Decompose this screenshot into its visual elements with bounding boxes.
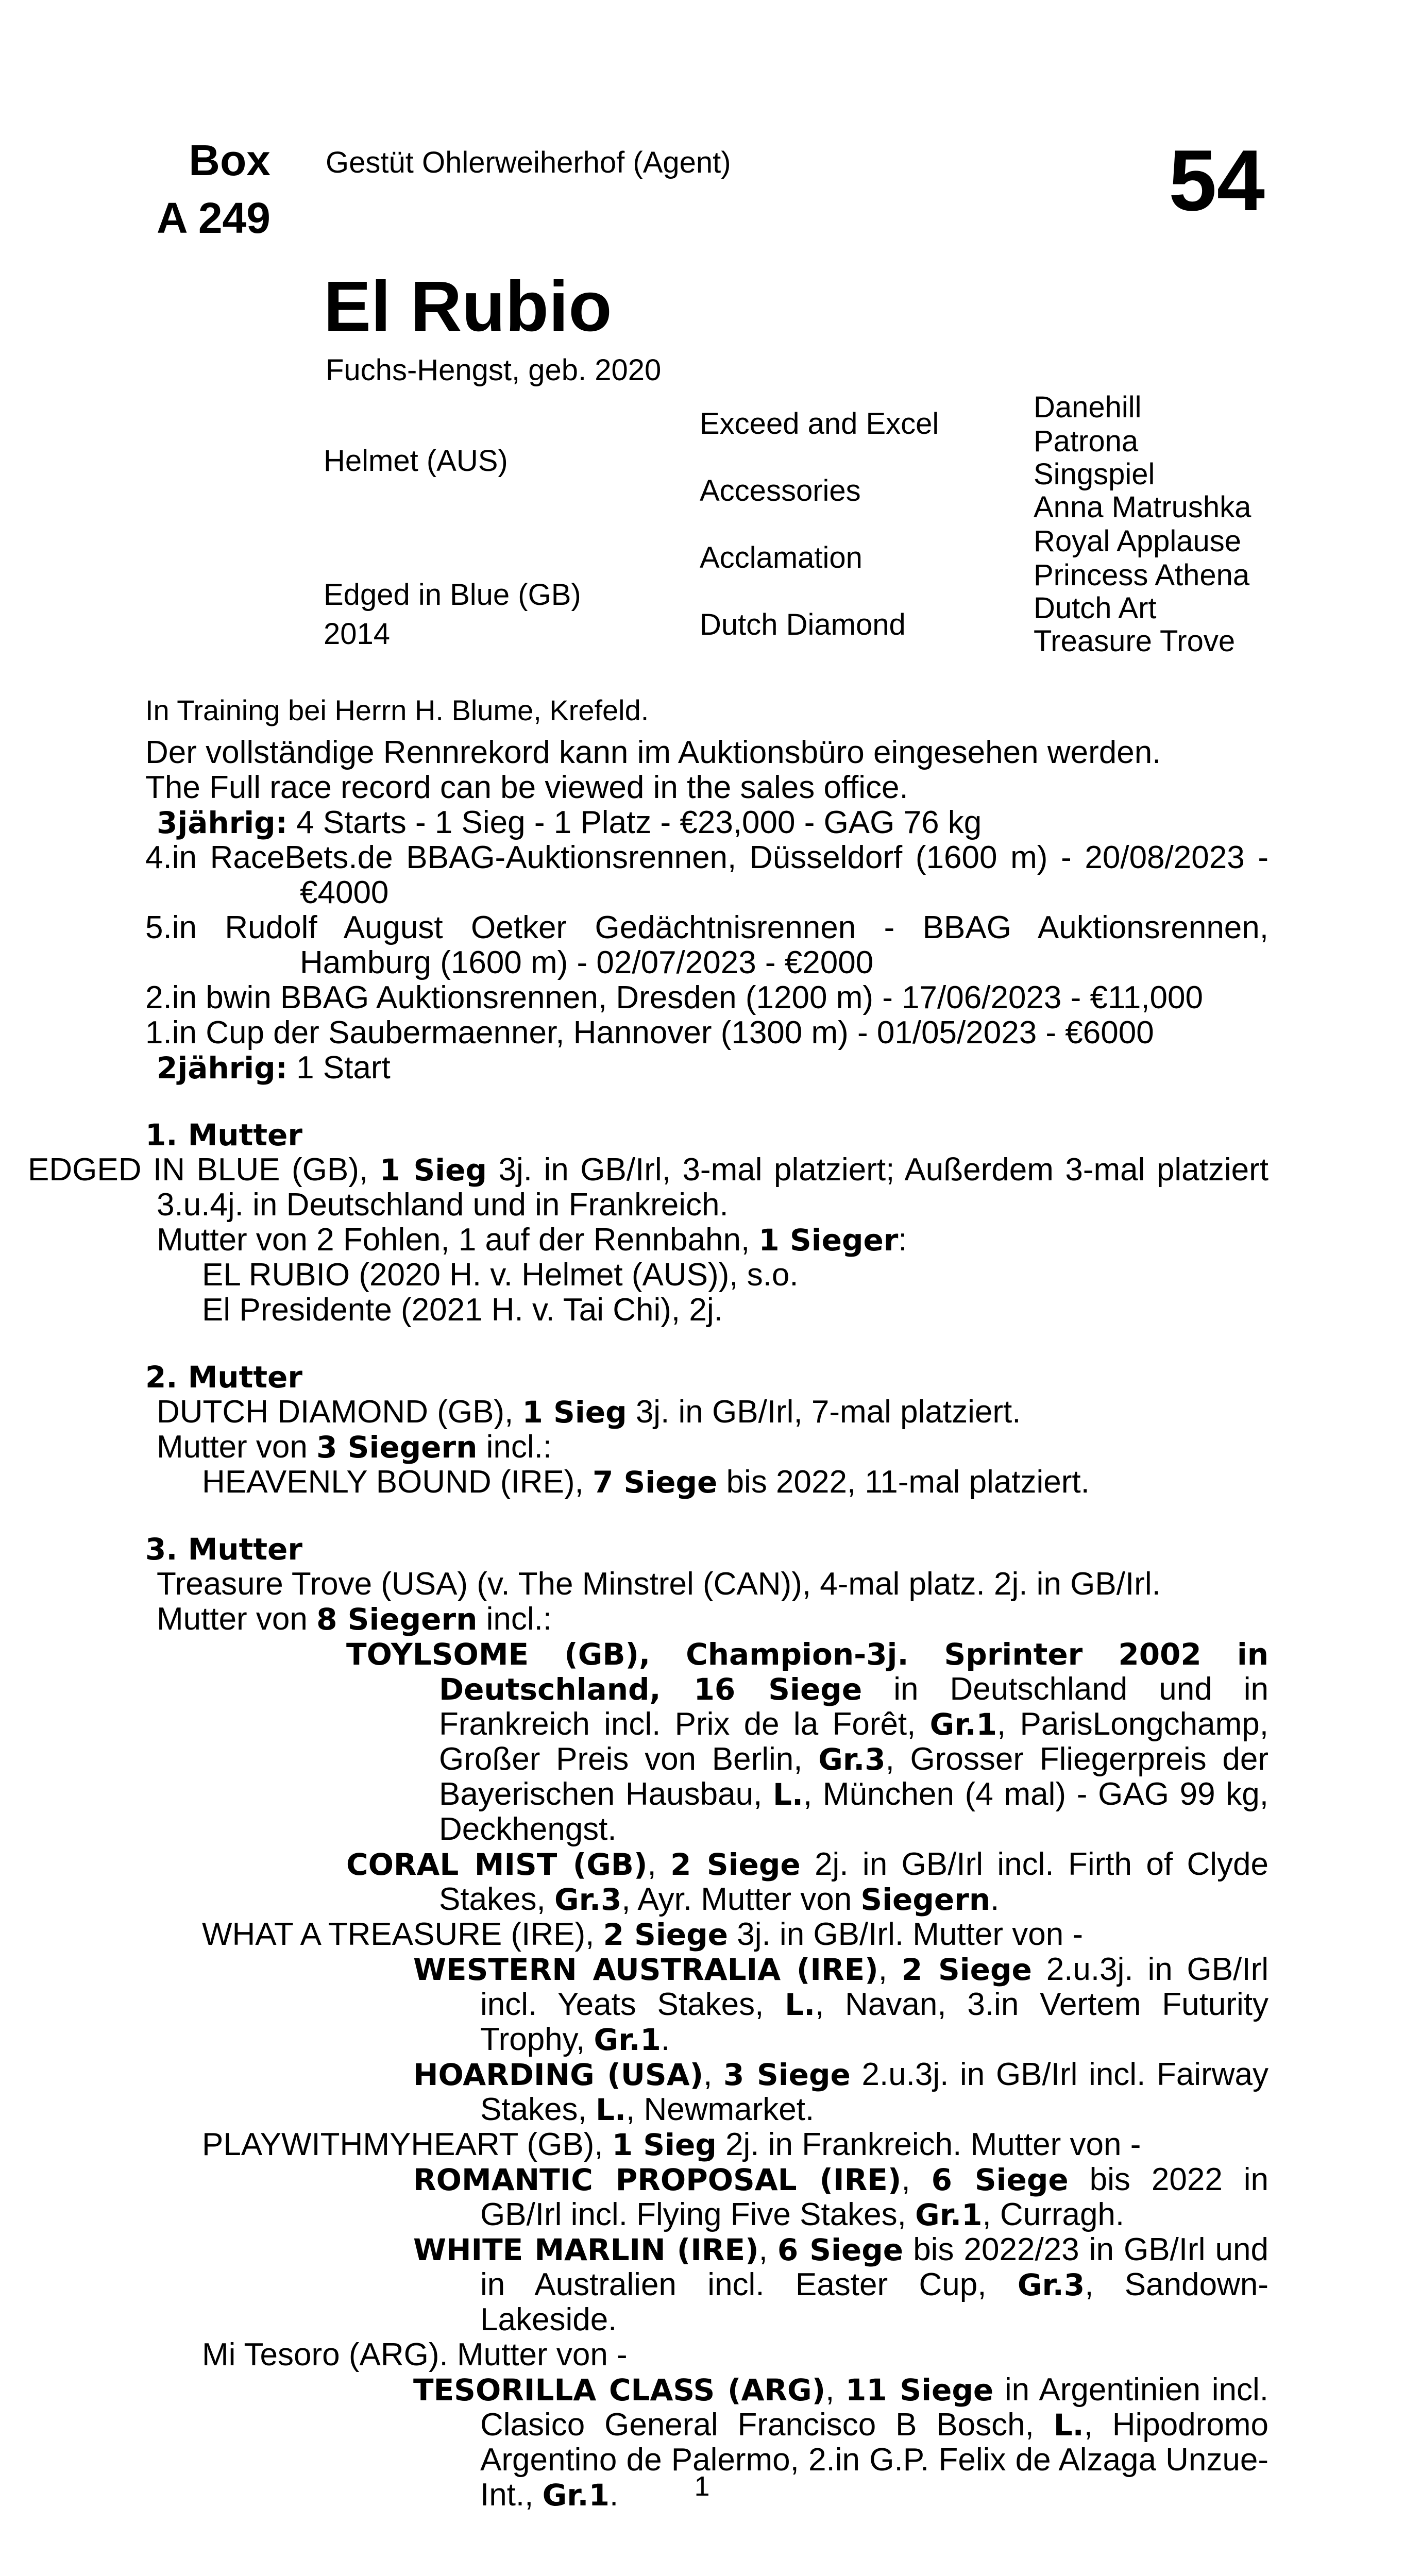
dam2-heading: 2. Mutter	[145, 1360, 302, 1395]
pedigree-gen3-8: Treasure Trove	[1034, 624, 1236, 658]
dam2-line: DUTCH DIAMOND (GB), 1 Sieg 3j. in GB/Irl, 7-mal platziert.	[157, 1394, 1021, 1430]
race-entry: 1.in Cup der Saubermaenner, Hannover (1300 m) - 01/05/2023 - €6000	[145, 1015, 1154, 1050]
pedigree-gen3-3: Singspiel	[1034, 457, 1155, 491]
dam3-offspring-mi-tesoro: Mi Tesoro (ARG). Mutter von -	[202, 2337, 628, 2372]
pedigree-sire-dam: Accessories	[700, 474, 861, 507]
race-entry: 5.in Rudolf August Oetker Gedächtnisrennen - BBAG Auktionsrennen, Hamburg (1600 m) - 02/07/2023 - €2000	[145, 910, 1268, 980]
dam3-offspring-toylsome: TOYLSOME (GB), Champion-3j. Sprinter 2002 in Deutschland, 16 Siege in Deutschland und in Frankreich incl. Prix de la Forêt, Gr.1, ParisLongchamp, Großer Preis von Berlin, Gr.3, Grosser Fliegerpreis der Bayerischen Hausbau, L., München (4 mal) - GAG 99 kg, Deckhengst.	[346, 1637, 1269, 1847]
dam2-offspring: HEAVENLY BOUND (IRE), 7 Siege bis 2022, 11-mal platziert.	[202, 1464, 1090, 1500]
dam1-produce: Mutter von 2 Fohlen, 1 auf der Rennbahn, 1 Sieger:	[157, 1222, 907, 1258]
pedigree-gen3-6: Princess Athena	[1034, 558, 1250, 592]
pedigree-gen3-2: Patrona	[1034, 425, 1139, 458]
dam3-offspring-what-a-treasure: WHAT A TREASURE (IRE), 2 Siege 3j. in GB/Irl. Mutter von -	[202, 1917, 1084, 1952]
page-number: 1	[694, 2471, 710, 2502]
grand-offspring-tesorilla-class: TESORILLA CLASS (ARG), 11 Siege in Argentinien incl. Clasico General Francisco B Bosch, L., Hipodromo Argentino de Palermo, 2.in G.P. Felix de Alzaga Unzue-Int., Gr.1.	[413, 2372, 1269, 2513]
dam1-line: EDGED IN BLUE (GB), 1 Sieg 3j. in GB/Irl, 3-mal platziert; Außerdem 3-mal platziert 3.u.4j. in Deutschland und in Frankreich.	[28, 1152, 1268, 1223]
race-entry: 2.in bwin BBAG Auktionsrennen, Dresden (1200 m) - 17/06/2023 - €11,000	[145, 980, 1203, 1015]
pedigree-gen3-1: Danehill	[1034, 391, 1142, 424]
box-number: A 249	[156, 194, 270, 242]
dam2-produce: Mutter von 3 Siegern incl.:	[157, 1429, 552, 1465]
dam1-offspring: El Presidente (2021 H. v. Tai Chi), 2j.	[202, 1292, 723, 1328]
dam3-line: Treasure Trove (USA) (v. The Minstrel (CAN)), 4-mal platz. 2j. in GB/Irl.	[157, 1566, 1161, 1602]
grand-offspring-white-marlin: WHITE MARLIN (IRE), 6 Siege bis 2022/23 in GB/Irl und in Australien incl. Easter Cup, Gr.3, Sandown-Lakeside.	[413, 2232, 1268, 2337]
training-note: In Training bei Herrn H. Blume, Krefeld.	[145, 694, 649, 726]
age2-label: 2jährig:	[157, 1050, 287, 1086]
box-label	[124, 131, 270, 247]
dam1-heading: 1. Mutter	[145, 1117, 302, 1153]
pedigree-dam: Edged in Blue (GB)	[324, 578, 581, 612]
dam3-heading: 3. Mutter	[145, 1532, 302, 1567]
race-record-note-de: Der vollständige Rennrekord kann im Auktionsbüro eingesehen werden.	[145, 735, 1161, 770]
dam3-produce: Mutter von 8 Siegern incl.:	[157, 1601, 552, 1637]
pedigree-dam-dam: Dutch Diamond	[700, 608, 906, 641]
grand-offspring-romantic-proposal: ROMANTIC PROPOSAL (IRE), 6 Siege bis 2022 in GB/Irl incl. Flying Five Stakes, Gr.1, Curragh.	[413, 2162, 1268, 2232]
pedigree-gen3-7: Dutch Art	[1034, 591, 1157, 625]
race-entry: 4.in RaceBets.de BBAG-Auktionsrennen, Düsseldorf (1600 m) - 20/08/2023 - €4000	[145, 840, 1268, 910]
catalogue-body	[28, 693, 1269, 2513]
pedigree-dam-sire: Acclamation	[700, 541, 862, 574]
dam1-offspring: EL RUBIO (2020 H. v. Helmet (AUS)), s.o.	[202, 1257, 799, 1293]
pedigree-sire: Helmet (AUS)	[324, 444, 508, 478]
pedigree-gen3-4: Anna Matrushka	[1034, 490, 1251, 524]
age2-summary: 1 Start	[287, 1050, 391, 1086]
consignor-agent: Gestüt Ohlerweiherhof (Agent)	[326, 146, 731, 179]
lot-number: 54	[1169, 132, 1265, 229]
horse-name: El Rubio	[324, 267, 612, 346]
horse-description: Fuchs-Hengst, geb. 2020	[326, 353, 662, 387]
grand-offspring-western-australia: WESTERN AUSTRALIA (IRE), 2 Siege 2.u.3j. in GB/Irl incl. Yeats Stakes, L., Navan, 3.in Vertem Futurity Trophy, Gr.1.	[413, 1952, 1268, 2057]
age3-summary: 4 Starts - 1 Sieg - 1 Platz - €23,000 - GAG 76 kg	[287, 805, 982, 840]
age3-record	[145, 805, 1268, 840]
pedigree-dam-year: 2014	[324, 617, 391, 651]
dam3-offspring-coral-mist: CORAL MIST (GB), 2 Siege 2j. in GB/Irl incl. Firth of Clyde Stakes, Gr.3, Ayr. Mutter von Siegern.	[346, 1846, 1268, 1917]
grand-offspring-hoarding: HOARDING (USA), 3 Siege 2.u.3j. in GB/Irl incl. Fairway Stakes, L., Newmarket.	[413, 2057, 1268, 2127]
pedigree-sire-sire: Exceed and Excel	[700, 407, 939, 440]
race-record-note-en: The Full race record can be viewed in the sales office.	[145, 770, 908, 805]
pedigree-gen3-5: Royal Applause	[1034, 524, 1242, 558]
dam3-offspring-playwithmyheart: PLAYWITHMYHEART (GB), 1 Sieg 2j. in Frankreich. Mutter von -	[202, 2127, 1141, 2162]
age3-label: 3jährig:	[157, 805, 287, 840]
box-label-text: Box	[189, 136, 270, 184]
age2-record	[145, 1050, 1268, 1086]
